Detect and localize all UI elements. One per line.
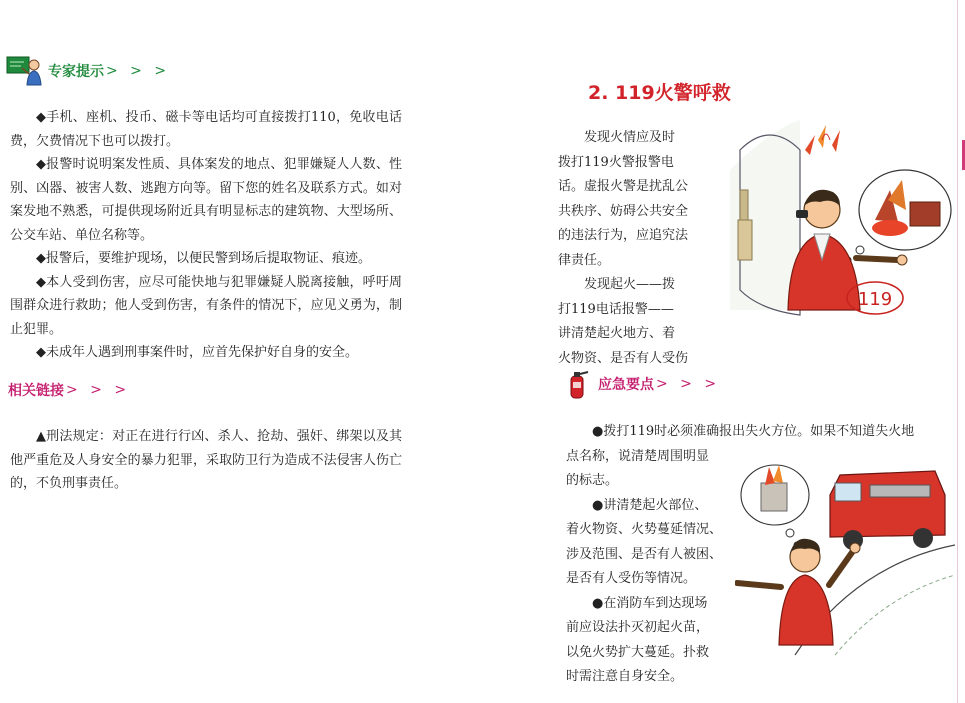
emergency-heading bbox=[566, 368, 720, 400]
expert-tip-body bbox=[10, 106, 402, 365]
emergency-tip-line: 的标志。 bbox=[566, 473, 619, 488]
intro-line: 发现起火——拨 bbox=[584, 277, 676, 292]
expert-tip-heading bbox=[6, 56, 170, 86]
emergency-tip-line: ●在消防车到达现场 bbox=[592, 595, 708, 611]
page-gutter-line bbox=[957, 0, 958, 703]
intro-line: 的违法行为，应追究法 bbox=[558, 228, 689, 243]
emergency-tip-line: 是否有人受伤等情况。 bbox=[566, 571, 697, 586]
related-link-heading bbox=[8, 380, 130, 400]
fire-extinguisher-icon bbox=[566, 368, 590, 400]
expert-tip-paragraph: ◆报警时说明案发性质、具体案发的地点、犯罪嫌疑人人数、性别、凶器、被害人数、逃跑方向等。留下您的姓名及联系方式。如对案发地不熟悉，可提供现场附近具有明显标志的建筑物、大型场所、公交车站、单位名称等。 bbox=[10, 157, 402, 243]
related-link-arrows: > > > bbox=[66, 382, 131, 398]
emergency-tip-line: 以免火势扩大蔓延。扑救 bbox=[566, 644, 710, 660]
intro-line: 打119电话报警—— bbox=[558, 301, 674, 317]
fire-truck-illustration bbox=[735, 455, 955, 660]
related-link-body bbox=[10, 425, 402, 496]
expert-tip-paragraph: ◆手机、座机、投币、磁卡等电话均可直接拨打110，免收电话费，欠费情况下也可以拨打。 bbox=[10, 110, 402, 149]
emergency-tip-line: 着火物资、火势蔓延情况、 bbox=[566, 522, 723, 537]
intro-line: 发现火情应及时 bbox=[584, 130, 676, 145]
emergency-arrows: > > > bbox=[656, 376, 721, 392]
related-link-title: 相关链接 bbox=[8, 383, 64, 399]
intro-text bbox=[558, 126, 726, 371]
expert-tip-paragraph: ◆报警后，要维护现场，以便民警到场后提取物证、痕迹。 bbox=[36, 251, 371, 266]
intro-line: 拨打119火警报警电 bbox=[558, 154, 674, 170]
emergency-tip-line: 涉及范围、是否有人被困、 bbox=[566, 546, 723, 562]
emergency-tip-line: 时需注意自身安全。 bbox=[566, 669, 684, 684]
emergency-tip-line: ●拨打119时必须准确报出失火方位。如果不知道失火地 bbox=[592, 424, 915, 439]
phone-call-illustration bbox=[730, 110, 955, 325]
intro-line: 讲清楚起火地方、着 bbox=[558, 326, 676, 341]
intro-line: 律责任。 bbox=[558, 252, 611, 268]
expert-tip-paragraph: ◆本人受到伤害，应尽可能快地与犯罪嫌疑人脱离接触，呼吁周围群众进行救助；他人受到伤害，有条件的情况下，应见义勇为，制止犯罪。 bbox=[10, 274, 402, 337]
intro-line: 共秩序、妨碍公共安全 bbox=[558, 203, 689, 219]
intro-line: 话。虚报火警是扰乱公 bbox=[558, 179, 689, 194]
section-title: 2. 119火警呼救 bbox=[588, 82, 731, 104]
intro-line: 火物资、是否有人受伤 bbox=[558, 350, 689, 366]
related-link-paragraph: ▲刑法规定：对正在进行行凶、杀人、抢劫、强奸、绑架以及其他严重危及人身安全的暴力犯罪，采取防卫行为造成不法侵害人伤亡的，不负刑事责任。 bbox=[10, 429, 402, 491]
emergency-tip-line: ●讲清楚起火部位、 bbox=[592, 497, 708, 513]
expert-tip-title: 专家提示 bbox=[48, 64, 104, 80]
expert-tip-arrows: > > > bbox=[106, 63, 171, 79]
emergency-tip-line: 点名称，说清楚周围明显 bbox=[566, 448, 710, 464]
emergency-tip-line: 前应设法扑灭初起火苗， bbox=[566, 620, 710, 635]
emergency-title: 应急要点 bbox=[598, 377, 654, 393]
badge-119: 119 bbox=[857, 289, 893, 310]
expert-tip-paragraph: ◆未成年人遇到刑事案件时，应首先保护好自身的安全。 bbox=[36, 345, 358, 360]
teacher-icon bbox=[6, 56, 42, 86]
